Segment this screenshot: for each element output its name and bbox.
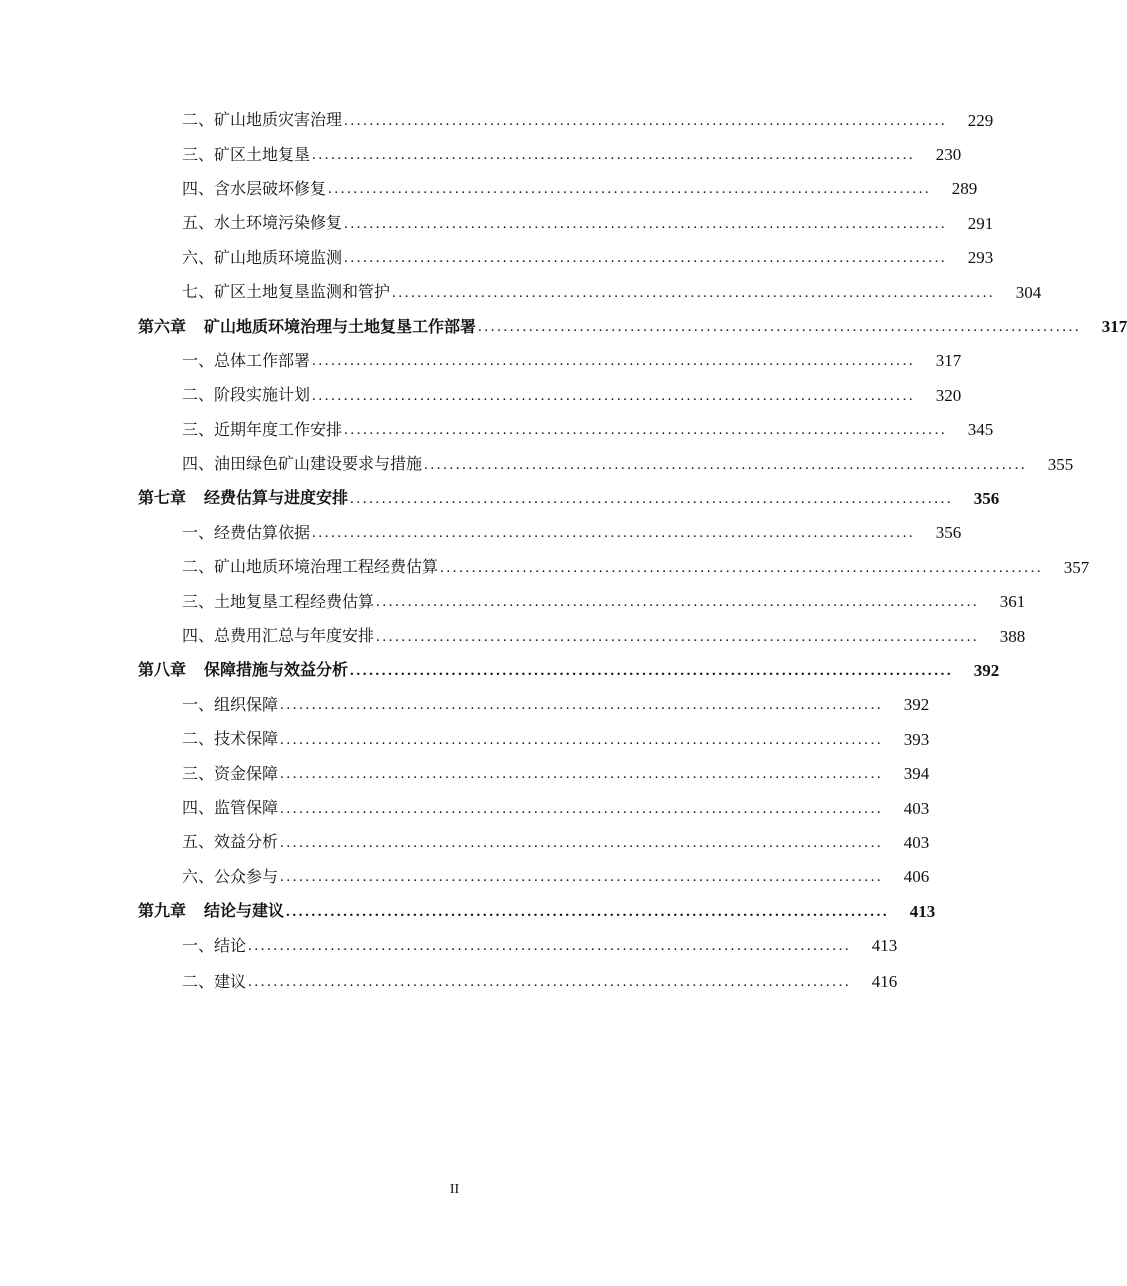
toc-entry-page: 304	[1015, 282, 1042, 302]
toc-entry-page: 413	[909, 901, 936, 921]
toc-chapter-entry[interactable]	[138, 894, 936, 928]
toc-entry[interactable]	[182, 241, 994, 275]
toc-leader-dots: ...............................................................................................	[280, 766, 884, 783]
toc-chapter-entry[interactable]	[138, 481, 1000, 515]
toc-entry-title: 一、总体工作部署	[182, 350, 311, 370]
toc-entry-page: 403	[903, 798, 930, 818]
toc-leader-dots: ...............................................................................................	[286, 903, 890, 920]
toc-leader-dots: ...............................................................................................	[376, 628, 980, 645]
toc-entry-page: 320	[935, 385, 962, 405]
toc-entry-page: 317	[1101, 317, 1127, 337]
toc-leader-dots: ...............................................................................................	[440, 559, 1044, 576]
toc-chapter-title	[138, 903, 284, 919]
toc-entry-title: 二、建议	[182, 971, 247, 991]
toc-leader-dots: ...............................................................................................	[478, 319, 1082, 336]
toc-leader-dots: ...............................................................................................	[280, 697, 884, 714]
toc-entry-title: 四、油田绿色矿山建设要求与措施	[182, 454, 423, 474]
toc-chapter-name: 保障措施与效益分析	[204, 660, 349, 680]
toc-chapter-number: 第六章	[138, 316, 187, 336]
toc-entry[interactable]	[182, 103, 994, 137]
toc-leader-dots: ...............................................................................................	[312, 353, 916, 370]
toc-chapter-title	[138, 662, 348, 678]
toc-chapter-number: 第九章	[138, 901, 187, 921]
toc-chapter-title	[138, 316, 477, 336]
toc-entry[interactable]	[182, 413, 994, 447]
toc-leader-dots: ...............................................................................................	[344, 215, 948, 232]
toc-chapter-number: 第八章	[138, 660, 187, 680]
page-number: II	[449, 1182, 460, 1197]
toc-entry[interactable]	[182, 550, 1090, 584]
toc-leader-dots: ...............................................................................................	[312, 387, 916, 404]
toc-leader-dots: ...............................................................................................	[312, 525, 916, 542]
toc-entry[interactable]	[182, 722, 930, 756]
toc-entry[interactable]	[182, 206, 994, 240]
toc-entry-page: 392	[973, 660, 1000, 680]
toc-entry-title: 五、水土环境污染修复	[182, 213, 343, 233]
toc-leader-dots: ...............................................................................................	[344, 250, 948, 267]
toc-entry[interactable]	[182, 619, 1026, 653]
toc-entry-title: 四、含水层破坏修复	[182, 178, 327, 198]
toc-entry-title: 四、总费用汇总与年度安排	[182, 626, 375, 646]
toc-entry-title: 二、技术保障	[182, 729, 279, 749]
toc-entry-title: 三、土地复垦工程经费估算	[182, 591, 375, 611]
toc-entry-title: 二、矿山地质环境治理工程经费估算	[182, 557, 439, 577]
toc-entry[interactable]	[182, 825, 930, 859]
toc-entry-title: 一、组织保障	[182, 694, 279, 714]
toc-entry-page: 356	[973, 488, 1000, 508]
toc-entry[interactable]	[182, 584, 1026, 618]
toc-entry-title: 七、矿区土地复垦监测和管护	[182, 282, 391, 302]
toc-entry[interactable]	[182, 275, 1042, 309]
toc-leader-dots: ...............................................................................................	[328, 181, 932, 198]
toc-entry-title: 一、经费估算依据	[182, 522, 311, 542]
toc-chapter-name: 结论与建议	[204, 901, 285, 921]
toc-entry-title: 一、结论	[182, 935, 247, 955]
toc-chapter-entry[interactable]	[138, 309, 1127, 343]
toc-entry-page: 416	[871, 972, 898, 992]
toc-leader-dots: ...............................................................................................	[350, 662, 954, 679]
toc-entry[interactable]	[182, 791, 930, 825]
toc-entry-page: 345	[967, 420, 994, 440]
toc-leader-dots: ...............................................................................................	[344, 112, 948, 129]
toc-entry-page: 230	[935, 145, 962, 165]
toc-entry-title: 六、矿山地质环境监测	[182, 247, 343, 267]
toc-entry[interactable]	[182, 447, 1074, 481]
toc-entry[interactable]	[182, 137, 962, 171]
toc-leader-dots: ...............................................................................................	[344, 422, 948, 439]
toc-entry-page: 388	[999, 626, 1026, 646]
toc-leader-dots: ...............................................................................................	[280, 800, 884, 817]
toc-entry-title: 三、近期年度工作安排	[182, 419, 343, 439]
toc-entry-title: 六、公众参与	[182, 866, 279, 886]
toc-leader-dots: ...............................................................................................	[392, 284, 996, 301]
toc-entry-page: 393	[903, 729, 930, 749]
toc-entry-page: 394	[903, 764, 930, 784]
toc-entry-page: 357	[1063, 557, 1090, 577]
toc-entry[interactable]	[182, 860, 930, 894]
toc-entry-page: 413	[871, 936, 898, 956]
toc-leader-dots: ...............................................................................................	[312, 147, 916, 164]
toc-entry-page: 291	[967, 213, 994, 233]
toc-entry-title: 四、监管保障	[182, 798, 279, 817]
toc-chapter-title	[138, 490, 348, 506]
toc-chapter-entry[interactable]	[138, 653, 1000, 687]
toc-leader-dots: ...............................................................................................	[280, 834, 884, 851]
toc-entry-page: 289	[951, 179, 978, 199]
toc-entry[interactable]	[182, 344, 962, 378]
toc-leader-dots: ...............................................................................................	[424, 456, 1028, 473]
toc-entry-title: 二、矿山地质灾害治理	[182, 110, 343, 130]
toc-entry-title: 五、效益分析	[182, 832, 279, 852]
table-of-contents	[0, 103, 1127, 999]
toc-chapter-name: 矿山地质环境治理与土地复垦工作部署	[204, 316, 477, 336]
toc-entry[interactable]	[182, 965, 898, 999]
toc-entry[interactable]	[182, 928, 898, 962]
toc-entry-page: 406	[903, 867, 930, 887]
toc-entry-title: 二、阶段实施计划	[182, 385, 311, 405]
toc-entry-page: 392	[903, 695, 930, 715]
toc-entry[interactable]	[182, 756, 930, 790]
toc-leader-dots: ...............................................................................................	[248, 974, 852, 991]
toc-leader-dots: ...............................................................................................	[376, 594, 980, 611]
toc-chapter-number: 第七章	[138, 488, 187, 508]
toc-entry-page: 361	[999, 592, 1026, 612]
toc-leader-dots: ...............................................................................................	[280, 731, 884, 748]
toc-entry[interactable]	[182, 516, 962, 550]
toc-chapter-name: 经费估算与进度安排	[204, 488, 349, 508]
toc-entry-page: 355	[1047, 454, 1074, 474]
toc-entry-title: 三、资金保障	[182, 763, 279, 783]
toc-leader-dots: ...............................................................................................	[248, 938, 852, 955]
toc-entry[interactable]	[182, 688, 930, 722]
toc-entry-page: 317	[935, 351, 962, 371]
toc-entry-page: 356	[935, 523, 962, 543]
toc-entry-page: 403	[903, 832, 930, 852]
toc-entry-page: 229	[967, 110, 994, 130]
toc-leader-dots: ...............................................................................................	[280, 869, 884, 886]
toc-entry-title: 三、矿区土地复垦	[182, 144, 311, 164]
toc-entry-page: 293	[967, 248, 994, 268]
toc-entry[interactable]	[182, 378, 962, 412]
toc-entry[interactable]	[182, 172, 978, 206]
toc-leader-dots: ...............................................................................................	[350, 490, 954, 507]
